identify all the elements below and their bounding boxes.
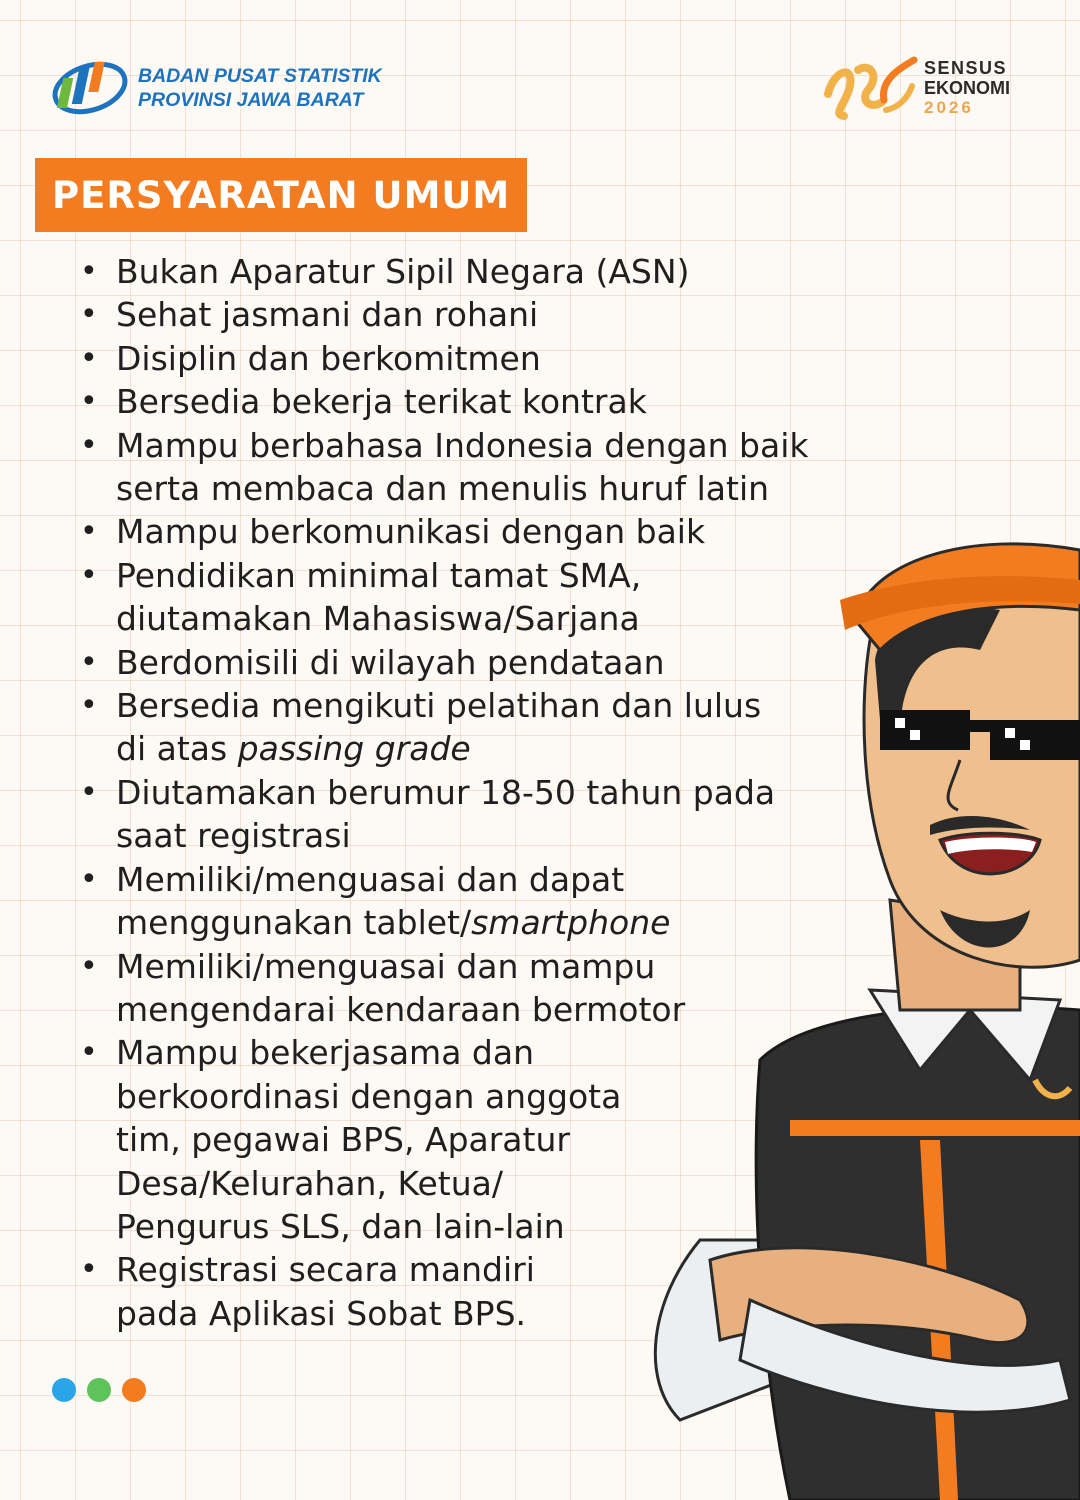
bps-logo <box>50 56 382 120</box>
bullet-icon: • <box>80 297 98 333</box>
requirement-text: Diutamakan berumur 18-50 tahun pada <box>116 772 776 812</box>
requirement-text: Berdomisili di wilayah pendataan <box>116 642 665 682</box>
bullet-icon: • <box>80 688 98 724</box>
requirement-text: Pengurus SLS, dan lain-lain <box>116 1206 565 1246</box>
bullet-icon: • <box>80 384 98 420</box>
requirement-text: Bukan Aparatur Sipil Negara (ASN) <box>116 252 690 291</box>
bps-emblem-icon <box>50 56 130 120</box>
requirement-text-part: di atas <box>116 729 238 769</box>
mascot-illustration <box>640 540 1080 1500</box>
list-item <box>80 250 856 293</box>
requirement-text: Mampu berkomunikasi dengan baik <box>116 512 706 552</box>
dot-green <box>87 1378 111 1402</box>
requirement-text: Mampu berbahasa Indonesia dengan baik <box>116 425 809 465</box>
requirement-text: diutamakan Mahasiswa/Sarjana <box>116 599 640 639</box>
list-item <box>80 293 856 336</box>
org-name-line1: BADAN PUSAT STATISTIK <box>138 65 382 87</box>
requirement-text: Sehat jasmani dan rohani <box>116 295 539 335</box>
page-title: PERSYARATAN UMUM <box>52 173 511 217</box>
census-line2: EKONOMI <box>924 78 1011 98</box>
bullet-icon: • <box>80 427 98 463</box>
requirement-text: tim, pegawai BPS, Aparatur <box>116 1120 570 1160</box>
sensus-ekonomi-logo <box>820 50 1010 126</box>
requirement-text: Mampu bekerjasama dan <box>116 1033 534 1073</box>
bullet-icon: • <box>80 644 98 680</box>
pagination-dots <box>52 1378 146 1402</box>
list-item <box>80 424 856 511</box>
bps-org-name <box>138 64 382 112</box>
bullet-icon: • <box>80 514 98 550</box>
requirement-text-italic: smartphone <box>471 903 671 943</box>
org-name-line2: PROVINSI JAWA BARAT <box>138 89 364 111</box>
requirement-text-italic: passing grade <box>237 729 471 769</box>
requirement-text: mengendarai kendaraan bermotor <box>116 989 686 1029</box>
requirement-text: Disiplin dan berkomitmen <box>116 338 541 378</box>
sensus-ekonomi-text <box>924 58 1010 118</box>
bullet-icon: • <box>80 557 98 593</box>
requirement-text: pada Aplikasi Sobat BPS. <box>116 1293 527 1333</box>
requirement-text: Memiliki/menguasai dan mampu <box>116 946 656 986</box>
bullet-icon: • <box>80 1035 98 1071</box>
requirement-text: Bersedia mengikuti pelatihan dan lulus <box>116 686 762 726</box>
title-banner <box>35 158 527 232</box>
requirement-text: Registrasi secara mandiri <box>116 1250 535 1290</box>
requirement-text-part: menggunakan tablet/ <box>116 903 472 943</box>
bullet-icon: • <box>80 254 98 289</box>
census-year: 2026 <box>924 98 974 117</box>
bullet-icon: • <box>80 861 98 897</box>
requirement-text: Pendidikan minimal tamat SMA, <box>116 555 642 595</box>
dot-orange <box>122 1378 146 1402</box>
census-line1: SENSUS <box>924 58 1008 78</box>
requirement-text: Desa/Kelurahan, Ketua/ <box>116 1163 503 1203</box>
bullet-icon: • <box>80 948 98 984</box>
list-item <box>80 337 856 380</box>
requirement-text: Memiliki/menguasai dan dapat <box>116 859 625 899</box>
bullet-icon: • <box>80 774 98 810</box>
bullet-icon: • <box>80 340 98 376</box>
bullet-icon: • <box>80 1252 98 1288</box>
requirement-text: Bersedia bekerja terikat kontrak <box>116 382 647 422</box>
dot-blue <box>52 1378 76 1402</box>
requirement-text: serta membaca dan menulis huruf latin <box>116 469 770 509</box>
requirement-text: saat registrasi <box>116 816 351 856</box>
requirement-text: berkoordinasi dengan anggota <box>116 1076 622 1116</box>
sensus-ekonomi-emblem-icon <box>820 50 920 126</box>
list-item <box>80 380 856 423</box>
